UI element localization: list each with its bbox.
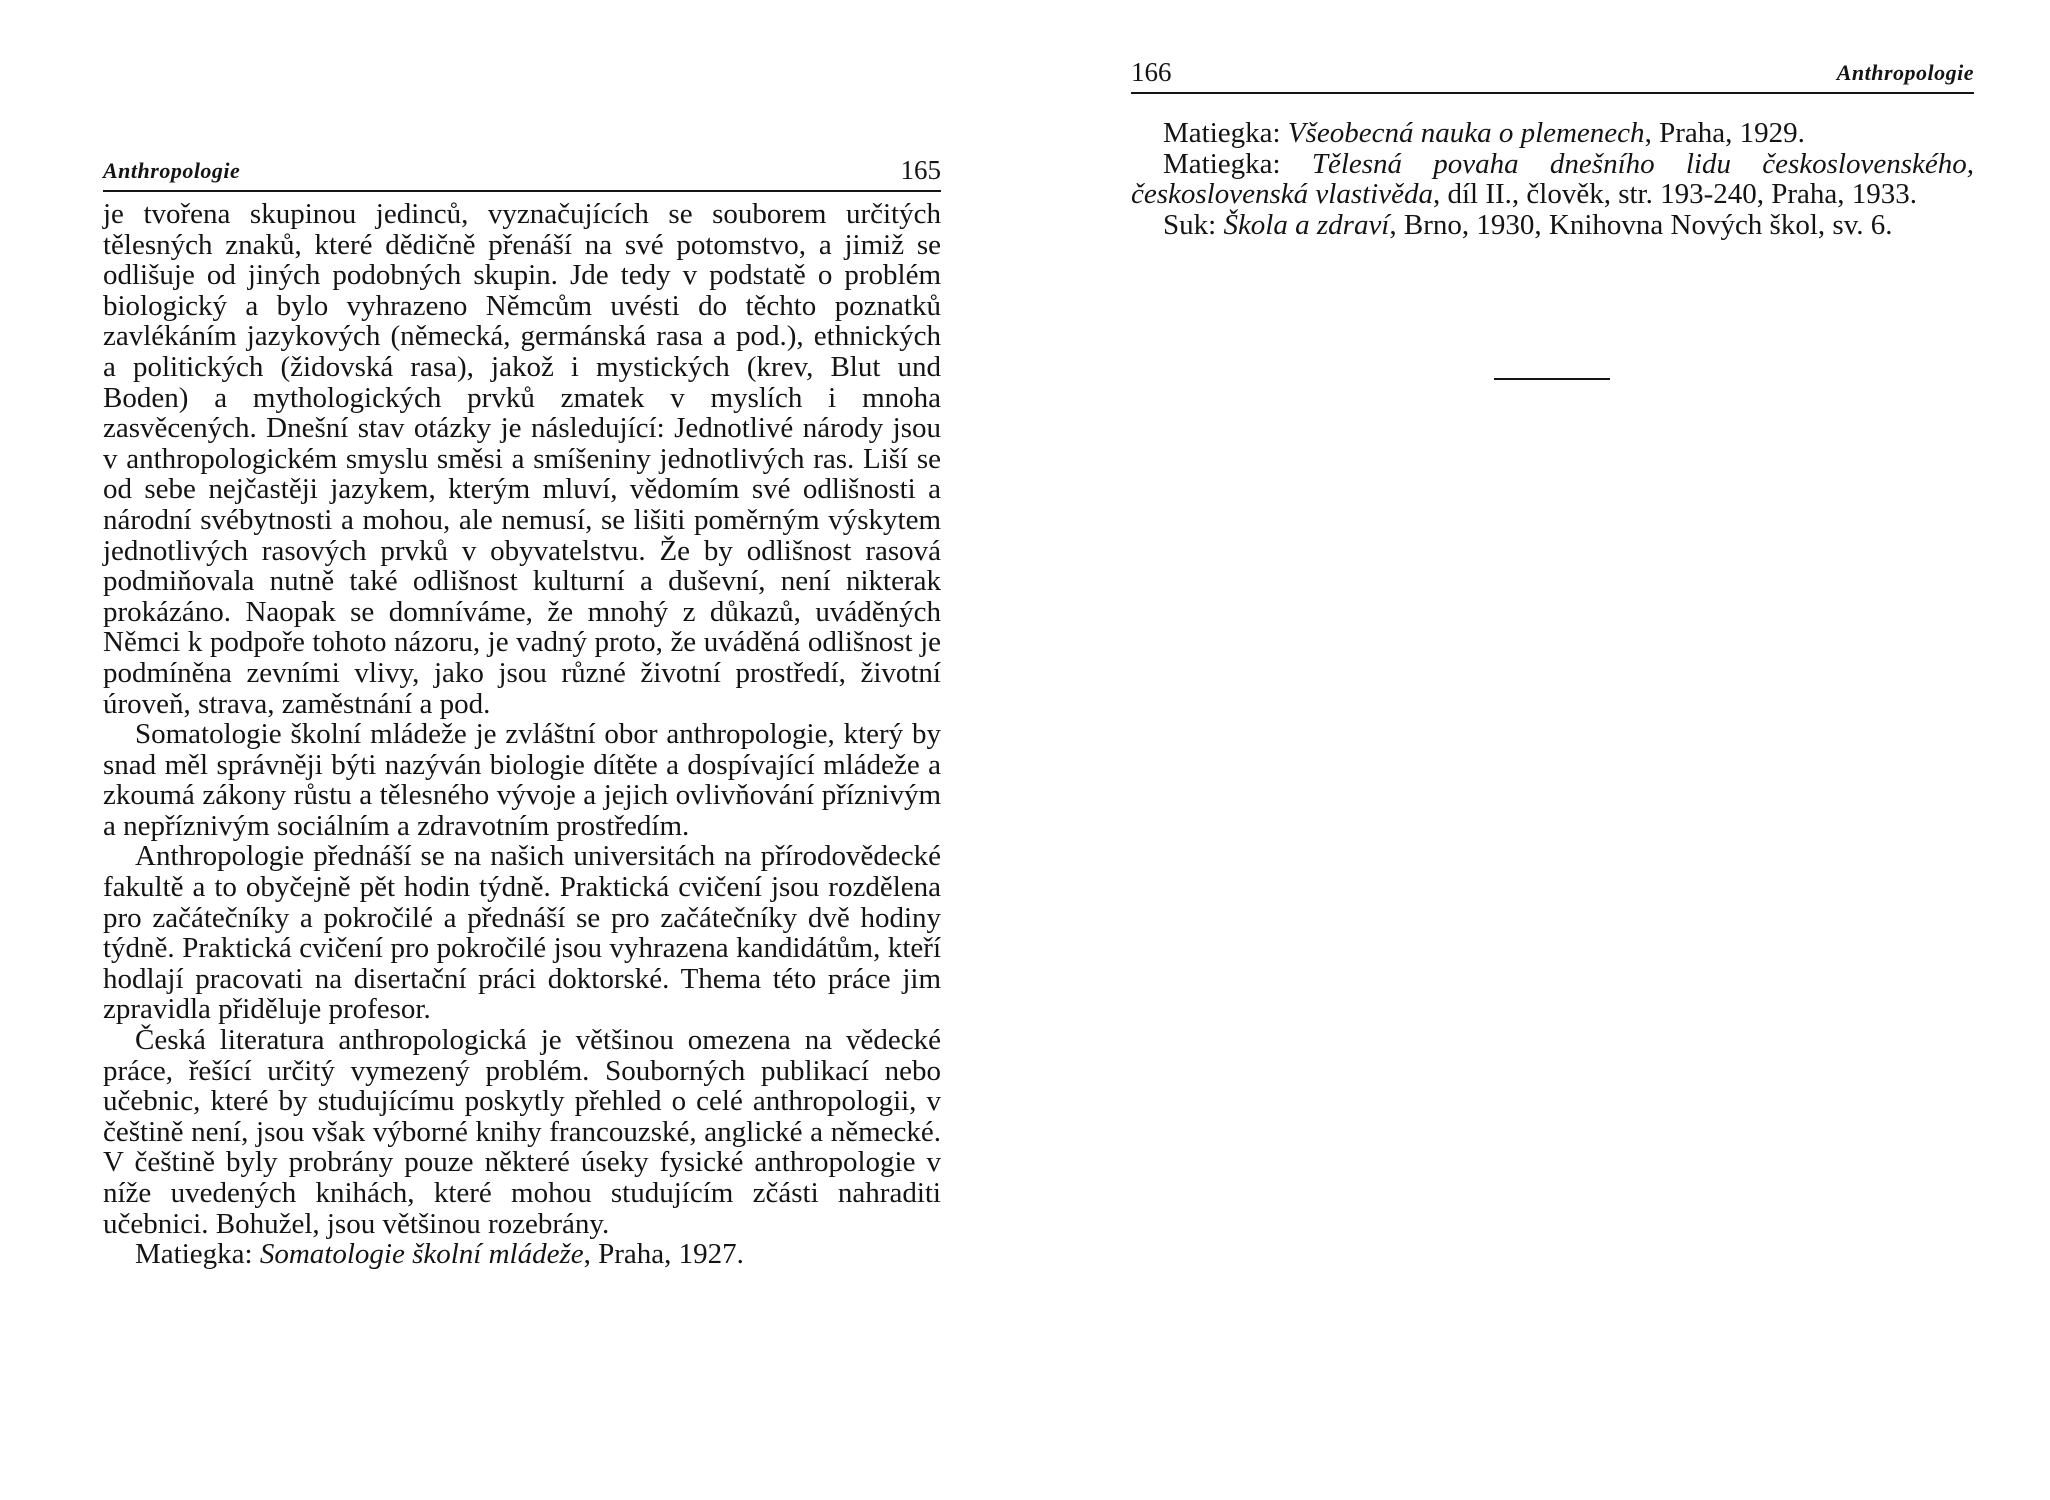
reference-title: Tělesná povaha dnešního lidu československého, československá vlastivěda	[1131, 147, 1974, 211]
right-body-text	[1131, 118, 1974, 240]
reference-entry	[103, 1239, 941, 1270]
reference-details: , Brno, 1930, Knihovna Nových škol, sv. 6.	[1389, 208, 1893, 241]
reference-title: Škola a zdraví	[1223, 208, 1390, 241]
left-body-text	[103, 199, 941, 1270]
reference-entry	[1131, 118, 1974, 149]
reference-entry	[1131, 149, 1974, 210]
reference-title: Somatologie školní mládeže	[259, 1238, 584, 1271]
reference-details: , Praha, 1929.	[1644, 117, 1805, 149]
paragraph: Česká literatura anthropologická je většinou omezena na vědecké práce, řešící určitý vymezený problém. Souborných publikací nebo učebnic, které by studujícímu poskytly přehled o celé anthropologii, v češtině není, jsou však výborné knihy francouzské, anglické a německé. V češtině byly probrány pouze některé úseky fysické anthropologie v níže uvedených knihách, které mohou studujícím zčásti nahraditi učebnici. Bohužel, jsou většinou rozebrány.	[103, 1024, 941, 1240]
right-running-head	[1131, 52, 1974, 94]
left-running-head	[103, 150, 941, 192]
paragraph: Somatologie školní mládeže je zvláštní obor anthropologie, který by snad měl správněji býti nazýván biologie dítěte a dospívající mládeže a zkoumá zákony růstu a tělesného vývoje a jejich ovlivňování příznivým a nepříznivým sociálním a zdravotním prostředím.	[103, 718, 941, 842]
paragraph: Anthropologie přednáší se na našich universitách na přírodovědecké fakultě a to obyčejně pět hodin týdně. Praktická cvičení jsou rozdělena pro začátečníky a pokročilé a přednáší se pro začátečníky dvě hodiny týdně. Praktická cvičení pro pokročilé jsou vyhrazena kandidátům, kteří hodlají pracovati na disertační práci doktorské. Thema této práce jim zpravidla přiděluje profesor.	[103, 840, 941, 1026]
reference-author: Matiegka:	[135, 1238, 253, 1271]
reference-author: Matiegka:	[1163, 117, 1281, 149]
left-page-number: 165	[900, 155, 941, 185]
reference-author: Suk:	[1163, 208, 1217, 241]
right-page-number: 166	[1131, 57, 1172, 87]
reference-title: Všeobecná nauka o plemenech	[1287, 117, 1645, 149]
reference-entry	[1131, 210, 1974, 241]
paragraph: je tvořena skupinou jedinců, vyznačujících se souborem určitých tělesných znaků, které dědičně přenáší na své potomstvo, a jimiž se odlišuje od jiných podobných skupin. Jde tedy v podstatě o problém biologický a bylo vyhrazeno Němcům uvésti do těchto poznatků zavlékáním jazykových (německá, germánská rasa a pod.), ethnických a politických (židovská rasa), jakož i mystických (krev, Blut und Boden) a mythologických prvků zmatek v myslích i mnoha zasvěcených. Dnešní stav otázky je následující: Jednotlivé národy jsou v anthropologickém smyslu směsi a smíšeniny jednotlivých ras. Liší se od sebe nejčastěji jazykem, kterým mluví, vědomím své odlišnosti a národní svébytnosti a mohou, ale nemusí, se lišiti poměrným výskytem jednotlivých rasových prvků v obyvatelstvu. Že by odlišnost rasová podmiňovala nutně také odlišnost kulturní a duševní, není nikterak prokázáno. Naopak se domníváme, že mnohý z důkazů, uváděných Němci k podpoře tohoto názoru, je vadný proto, že uváděná odlišnost je podmíněna zevními vlivy, jako jsou různé životní prostředí, životní úroveň, strava, zaměstnání a pod.	[103, 198, 941, 720]
left-running-title: Anthropologie	[103, 158, 241, 183]
right-running-title: Anthropologie	[1836, 60, 1974, 85]
reference-details: , Praha, 1927.	[583, 1238, 744, 1271]
reference-author: Matiegka:	[1163, 147, 1281, 180]
section-end-rule	[1494, 378, 1610, 380]
reference-details: , díl II., člověk, str. 193-240, Praha, 1933.	[1432, 178, 1918, 211]
